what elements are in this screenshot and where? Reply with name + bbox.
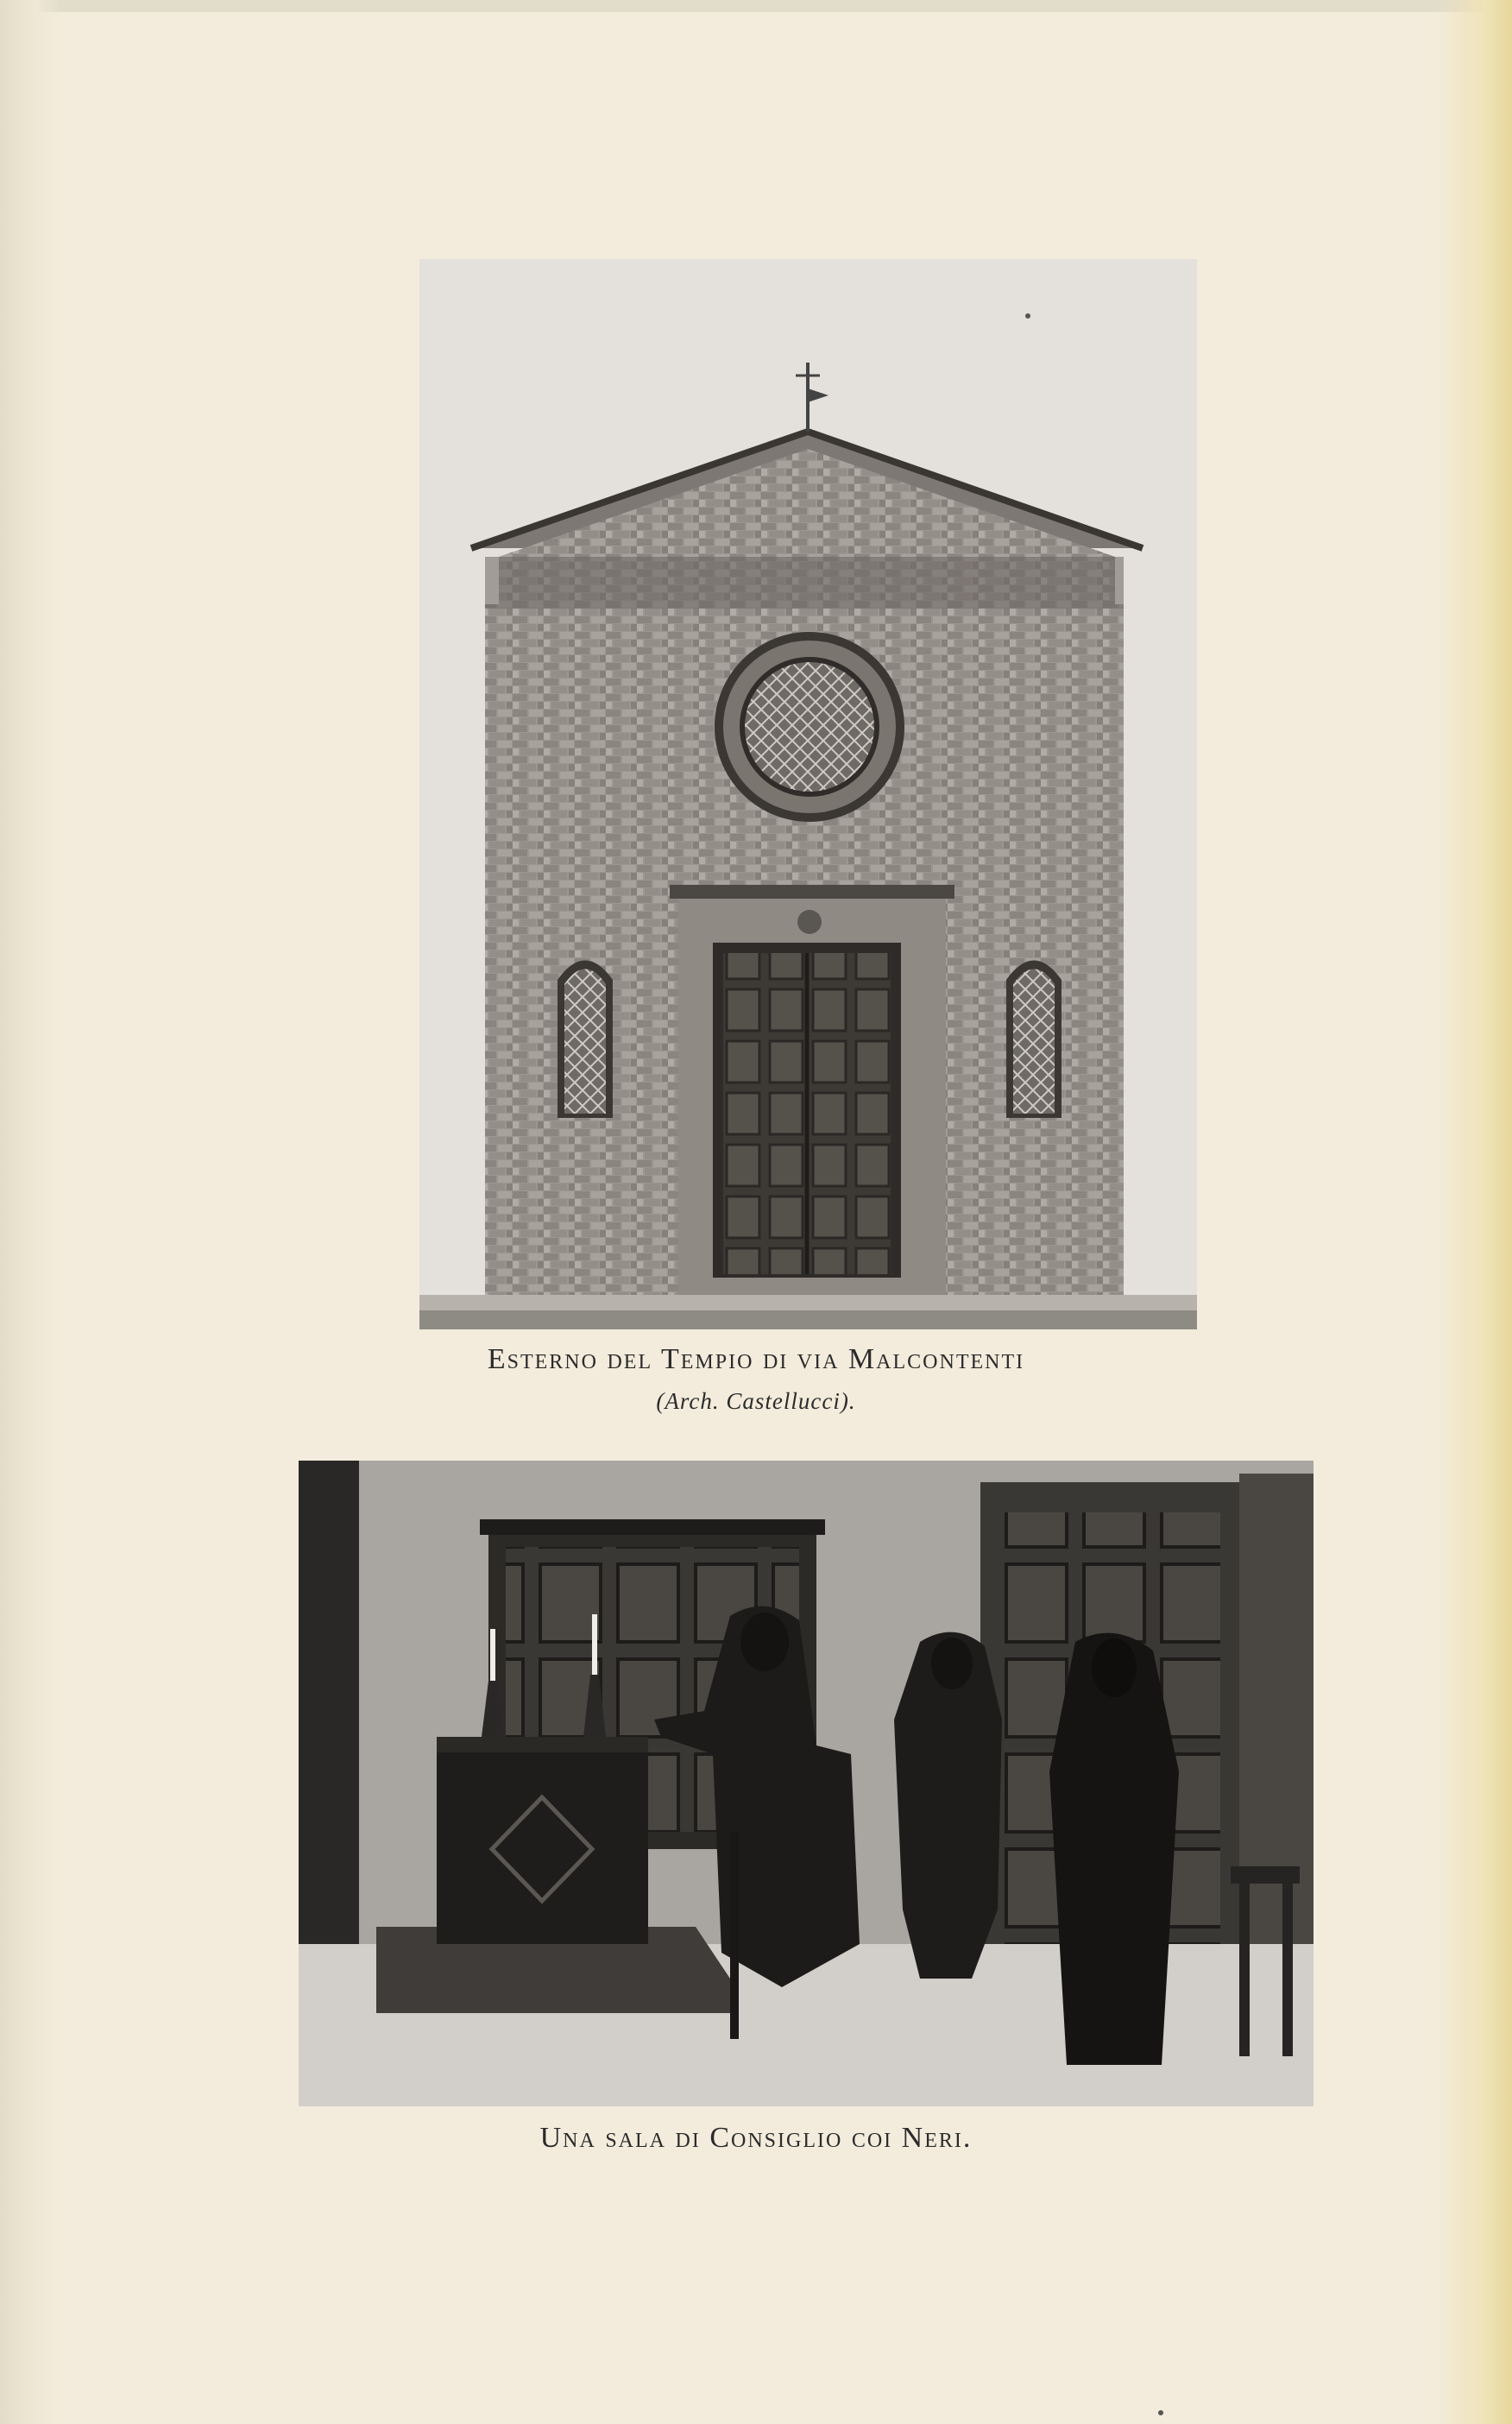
page-yellowed-edge-right	[1434, 0, 1512, 2424]
photo-credit: (Arch. Castellucci).	[656, 1388, 856, 1414]
photo-council-room	[299, 1461, 1314, 2106]
caption-church-exterior: Esterno del Tempio di via Malcontenti	[487, 1343, 1025, 1375]
photo-church-facade	[419, 259, 1197, 1329]
paper-speck	[1025, 313, 1030, 319]
page-shadow-left	[0, 0, 60, 2424]
caption-council-room: Una sala di Consiglio coi Neri.	[539, 2122, 973, 2154]
page-edge	[0, 0, 1512, 12]
paper-speck	[1158, 2410, 1163, 2415]
